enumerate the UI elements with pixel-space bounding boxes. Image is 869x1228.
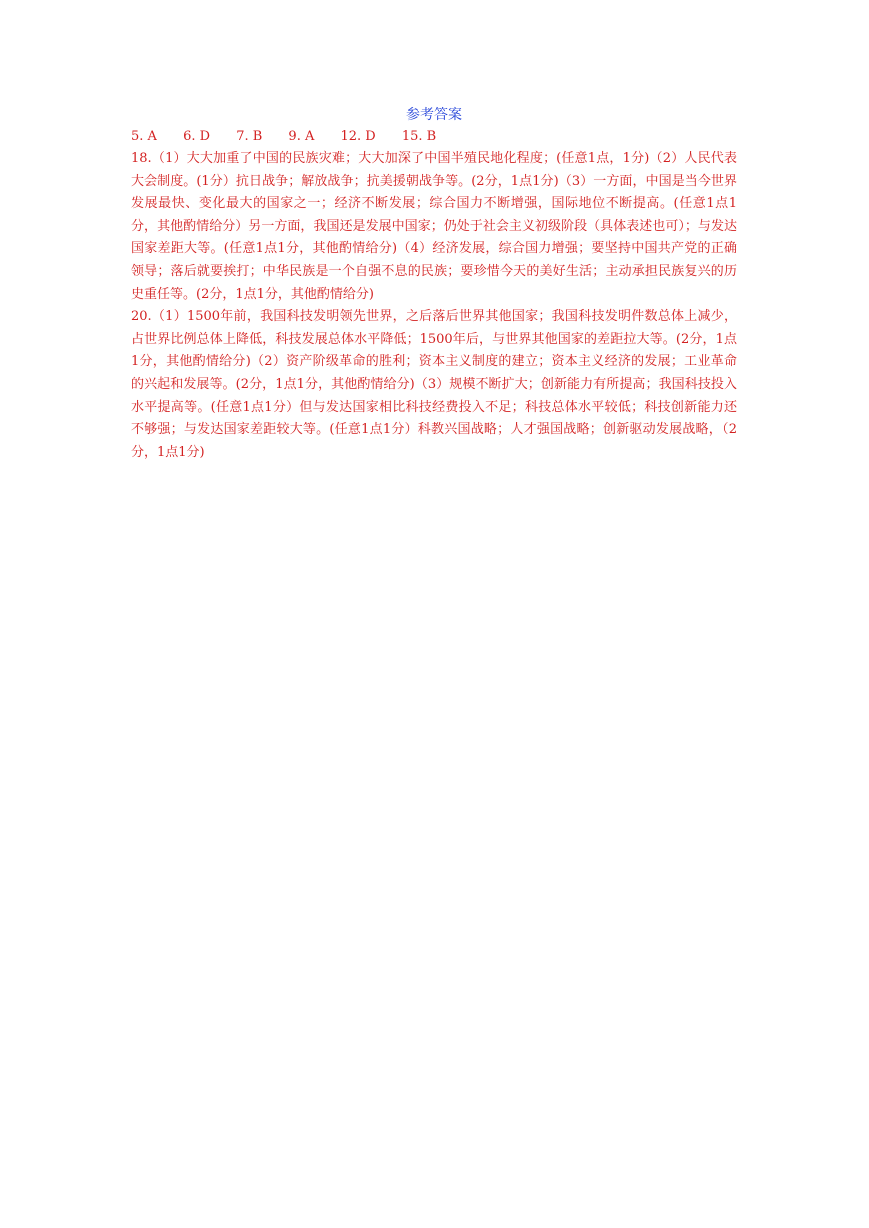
- answer-sheet: [131, 104, 737, 464]
- choice-answer-5: 5. A: [131, 129, 157, 144]
- choice-answer-15: 15. B: [401, 129, 437, 144]
- choice-answer-9: 9. A: [288, 129, 315, 144]
- choice-answer-6: 6. D: [183, 129, 211, 144]
- answer-20-paragraph: 20.（1）1500年前，我国科技发明领先世界，之后落后世界其他国家；我国科技发明件数总体上减少，占世界比例总体上降低，科技发展总体水平降低；1500年后，与世界其他国家的差距拉大等。(2分，1点1分，其他酌情给分)（2）资产阶级革命的胜利；资本主义制度的建立；资本主义经济的发展；工业革命的兴起和发展等。(2分，1点1分，其他酌情给分)（3）规模不断扩大；创新能力有所提高；我国科技投入水平提高等。(任意1点1分）但与发达国家相比科技经费投入不足；科技总体水平较低；科技创新能力还不够强；与发达国家差距较大等。(任意1点1分）科教兴国战略；人才强国战略；创新驱动发展战略，（2分，1点1分): [131, 309, 737, 460]
- choice-answer-12: 12. D: [340, 129, 376, 144]
- choice-answer-7: 7. B: [236, 129, 263, 144]
- page-title: 参考答案: [406, 107, 462, 123]
- choice-answers-row: [131, 126, 737, 148]
- answer-18-paragraph: 18.（1）大大加重了中国的民族灾难；大大加深了中国半殖民地化程度；(任意1点，1分)（2）人民代表大会制度。(1分）抗日战争；解放战争；抗美援朝战争等。(2分，1点1分)（3）一方面，中国是当今世界发展最快、变化最大的国家之一；经济不断发展；综合国力不断增强，国际地位不断提高。(任意1点1分，其他酌情给分）另一方面，我国还是发展中国家；仍处于社会主义初级阶段（具体表述也可）；与发达国家差距大等。(任意1点1分，其他酌情给分)（4）经济发展，综合国力增强；要坚持中国共产党的正确领导；落后就要挨打；中华民族是一个自强不息的民族；要珍惜今天的美好生活；主动承担民族复兴的历史重任等。(2分，1点1分，其他酌情给分): [131, 151, 737, 302]
